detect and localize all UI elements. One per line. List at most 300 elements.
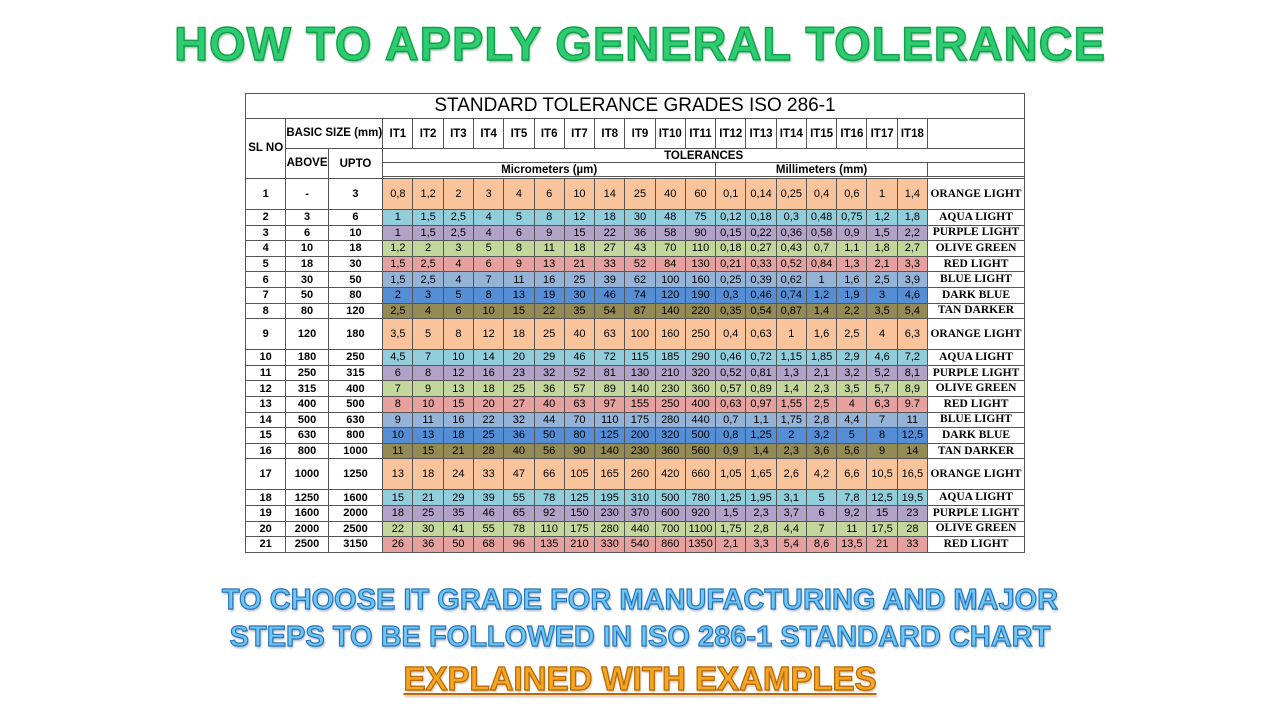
tolerance-cell: 52 — [625, 256, 655, 272]
tolerance-cell: 2,5 — [443, 210, 473, 226]
tolerance-cell: 210 — [564, 537, 594, 553]
tolerance-cell: 0,63 — [716, 396, 746, 412]
upto-cell: 180 — [328, 319, 382, 350]
tolerance-cell: 125 — [564, 490, 594, 506]
tolerance-cell: 10 — [443, 350, 473, 366]
upto-cell: 315 — [328, 365, 382, 381]
tolerance-cell: 70 — [655, 241, 685, 257]
grade-header: IT16 — [837, 119, 867, 149]
tolerance-cell: 13 — [534, 256, 564, 272]
tolerance-cell: 21 — [867, 537, 897, 553]
color-name-cell: AQUA LIGHT — [928, 350, 1025, 366]
tolerance-cell: 39 — [474, 490, 504, 506]
tolerance-cell: 46 — [474, 505, 504, 521]
tolerance-cell: 8 — [413, 365, 443, 381]
upto-cell: 18 — [328, 241, 382, 257]
above-cell: 18 — [286, 256, 328, 272]
tolerance-cell: 0,4 — [716, 319, 746, 350]
tolerance-cell: 0,52 — [776, 256, 806, 272]
tolerance-cell: 90 — [564, 443, 594, 459]
tolerance-cell: 12 — [564, 210, 594, 226]
tolerance-cell: 1,75 — [716, 521, 746, 537]
tolerance-cell: 3,9 — [897, 272, 927, 288]
grade-header: IT8 — [595, 119, 625, 149]
tolerance-cell: 27 — [504, 396, 534, 412]
table-row — [246, 505, 1025, 521]
tolerance-cell: 0,48 — [806, 210, 836, 226]
tolerance-cell: 9,2 — [837, 505, 867, 521]
tolerance-cell: 25 — [413, 505, 443, 521]
tolerance-cell: 4 — [443, 256, 473, 272]
sl-no-cell: 2 — [246, 210, 286, 226]
table-row — [246, 381, 1025, 397]
tolerance-cell: 9.7 — [897, 396, 927, 412]
tolerance-cell: 24 — [443, 459, 473, 490]
grade-header: IT7 — [564, 119, 594, 149]
tolerance-cell: 97 — [595, 396, 625, 412]
tolerance-cell: 21 — [443, 443, 473, 459]
tolerance-cell: 40 — [534, 396, 564, 412]
tolerance-cell: 18 — [504, 319, 534, 350]
tolerance-cell: 0,63 — [746, 319, 776, 350]
tolerance-cell: 10,5 — [867, 459, 897, 490]
tolerance-cell: 16 — [443, 412, 473, 428]
table-row — [246, 365, 1025, 381]
tolerance-cell: 100 — [625, 319, 655, 350]
tolerance-cell: 3,3 — [897, 256, 927, 272]
tolerance-cell: 33 — [897, 537, 927, 553]
tolerance-cell: 100 — [655, 272, 685, 288]
tolerance-cell: 4 — [837, 396, 867, 412]
tolerance-cell: 5 — [504, 210, 534, 226]
tolerance-cell: 280 — [655, 412, 685, 428]
tolerance-cell: 48 — [655, 210, 685, 226]
tolerance-cell: 0,8 — [383, 179, 413, 210]
tolerance-cell: 0,25 — [716, 272, 746, 288]
tolerance-cell: 2,5 — [443, 225, 473, 241]
tolerance-table-container — [245, 93, 1025, 553]
tolerance-cell: 1 — [776, 319, 806, 350]
color-name-cell: ORANGE LIGHT — [928, 319, 1025, 350]
tolerance-cell: 36 — [625, 225, 655, 241]
tolerance-cell: 660 — [685, 459, 715, 490]
tolerance-cell: 175 — [625, 412, 655, 428]
tolerance-cell: 1,95 — [746, 490, 776, 506]
tolerance-cell: 12,5 — [867, 490, 897, 506]
tolerance-cell: 90 — [685, 225, 715, 241]
upto-cell: 80 — [328, 287, 382, 303]
tolerance-cell: 0,25 — [776, 179, 806, 210]
color-name-cell: AQUA LIGHT — [928, 490, 1025, 506]
tolerance-cell: 7,2 — [897, 350, 927, 366]
tolerance-cell: 115 — [625, 350, 655, 366]
tolerance-cell: 6 — [534, 179, 564, 210]
tolerance-cell: 2,2 — [897, 225, 927, 241]
tolerance-cell: 1,85 — [806, 350, 836, 366]
tolerance-cell: 420 — [655, 459, 685, 490]
tolerance-cell: 0,12 — [716, 210, 746, 226]
tolerance-cell: 4,5 — [383, 350, 413, 366]
tolerance-cell: 36 — [534, 381, 564, 397]
tolerance-cell: 0,9 — [837, 225, 867, 241]
tolerance-cell: 0,4 — [806, 179, 836, 210]
upto-cell: 2500 — [328, 521, 382, 537]
tolerance-cell: 2,3 — [806, 381, 836, 397]
tolerance-cell: 560 — [685, 443, 715, 459]
tolerance-cell: 75 — [685, 210, 715, 226]
above-header: ABOVE — [286, 149, 328, 179]
tolerance-cell: 39 — [595, 272, 625, 288]
tolerance-cell: 105 — [564, 459, 594, 490]
tolerance-cell: 11 — [837, 521, 867, 537]
tolerance-cell: 155 — [625, 396, 655, 412]
tolerance-cell: 30 — [625, 210, 655, 226]
tolerance-cell: 0,22 — [746, 225, 776, 241]
tolerance-cell: 11 — [383, 443, 413, 459]
upto-cell: 30 — [328, 256, 382, 272]
tolerance-cell: 0,87 — [776, 303, 806, 319]
tolerance-cell: 135 — [534, 537, 564, 553]
color-name-cell: ORANGE LIGHT — [928, 459, 1025, 490]
tolerance-cell: 4 — [413, 303, 443, 319]
tolerance-cell: 15 — [443, 396, 473, 412]
tolerance-cell: 6 — [806, 505, 836, 521]
table-row — [246, 303, 1025, 319]
tolerance-cell: 2,5 — [413, 256, 443, 272]
tolerance-cell: 8 — [474, 287, 504, 303]
tolerance-cell: 1,2 — [806, 287, 836, 303]
above-cell: 2500 — [286, 537, 328, 553]
tolerance-cell: 13 — [443, 381, 473, 397]
tolerance-cell: 140 — [625, 381, 655, 397]
tolerance-cell: 7 — [806, 521, 836, 537]
tolerance-cell: 0,36 — [776, 225, 806, 241]
tolerance-cell: 3,5 — [867, 303, 897, 319]
grade-header: IT6 — [534, 119, 564, 149]
tolerance-cell: 160 — [655, 319, 685, 350]
sl-no-cell: 18 — [246, 490, 286, 506]
tolerance-cell: 21 — [413, 490, 443, 506]
tolerance-cell: 500 — [655, 490, 685, 506]
tolerance-cell: 2 — [383, 287, 413, 303]
tolerance-cell: 18 — [595, 210, 625, 226]
tolerance-cell: 860 — [655, 537, 685, 553]
table-row — [246, 319, 1025, 350]
tolerance-cell: 5,4 — [897, 303, 927, 319]
tolerance-cell: 3 — [474, 179, 504, 210]
tolerance-cell: 110 — [685, 241, 715, 257]
tolerance-cell: 54 — [595, 303, 625, 319]
tolerance-cell: 55 — [504, 490, 534, 506]
tolerance-cell: 32 — [534, 365, 564, 381]
sl-no-cell: 17 — [246, 459, 286, 490]
grade-header: IT5 — [504, 119, 534, 149]
color-name-cell: BLUE LIGHT — [928, 272, 1025, 288]
tolerance-cell: 400 — [685, 396, 715, 412]
tolerance-cell: 250 — [655, 396, 685, 412]
tolerance-cell: 185 — [655, 350, 685, 366]
tolerance-cell: 1,6 — [837, 272, 867, 288]
tolerance-cell: 0,84 — [806, 256, 836, 272]
sl-no-cell: 9 — [246, 319, 286, 350]
grade-header: IT2 — [413, 119, 443, 149]
tolerance-cell: 1,5 — [716, 505, 746, 521]
micrometers-header: Micrometers (µm) — [383, 163, 716, 177]
color-name-cell: TAN DARKER — [928, 303, 1025, 319]
tolerance-cell: 2,6 — [776, 459, 806, 490]
upto-cell: 2000 — [328, 505, 382, 521]
tolerance-cell: 1,6 — [806, 319, 836, 350]
empty-header-cell — [928, 163, 1025, 177]
table-row — [246, 428, 1025, 444]
tolerance-cell: 130 — [625, 365, 655, 381]
tolerance-cell: 4,4 — [837, 412, 867, 428]
color-name-cell: OLIVE GREEN — [928, 241, 1025, 257]
tolerance-cell: 0,97 — [746, 396, 776, 412]
tolerance-cell: 1,5 — [383, 256, 413, 272]
tolerance-cell: 78 — [534, 490, 564, 506]
tolerance-cell: 87 — [625, 303, 655, 319]
millimeters-header: Millimeters (mm) — [716, 163, 928, 177]
tolerance-cell: 125 — [595, 428, 625, 444]
tolerance-cell: 36 — [413, 537, 443, 553]
table-row — [246, 521, 1025, 537]
tolerance-cell: 7 — [383, 381, 413, 397]
tolerance-cell: 7 — [474, 272, 504, 288]
upto-cell: 6 — [328, 210, 382, 226]
upto-cell: 250 — [328, 350, 382, 366]
tolerance-cell: 11 — [413, 412, 443, 428]
tolerance-cell: 8,1 — [897, 365, 927, 381]
tolerance-cell: 17,5 — [867, 521, 897, 537]
tolerance-cell: 8 — [504, 241, 534, 257]
tolerance-cell: 700 — [655, 521, 685, 537]
tolerance-cell: 250 — [685, 319, 715, 350]
tolerance-cell: 5,7 — [867, 381, 897, 397]
table-row — [246, 537, 1025, 553]
tolerance-cell: 72 — [595, 350, 625, 366]
tolerance-cell: 2,2 — [837, 303, 867, 319]
tolerance-cell: 1,5 — [413, 225, 443, 241]
tolerance-cell: 13 — [413, 428, 443, 444]
tolerance-cell: 2,5 — [806, 396, 836, 412]
grade-header: IT9 — [625, 119, 655, 149]
tolerance-cell: 7 — [413, 350, 443, 366]
color-name-cell: OLIVE GREEN — [928, 521, 1025, 537]
sl-no-cell: 6 — [246, 272, 286, 288]
tolerance-cell: 81 — [595, 365, 625, 381]
tolerance-cell: 320 — [685, 365, 715, 381]
grade-header: IT15 — [806, 119, 836, 149]
tolerance-cell: 1,3 — [837, 256, 867, 272]
tolerance-cell: 1,15 — [776, 350, 806, 366]
tolerance-cell: 0,81 — [746, 365, 776, 381]
tolerance-cell: 0,52 — [716, 365, 746, 381]
tolerance-cell: 3 — [443, 241, 473, 257]
tolerance-cell: 0,35 — [716, 303, 746, 319]
tolerance-cell: 1100 — [685, 521, 715, 537]
above-cell: 400 — [286, 396, 328, 412]
tolerance-cell: 11 — [504, 272, 534, 288]
above-cell: 800 — [286, 443, 328, 459]
tolerance-cell: 5 — [443, 287, 473, 303]
color-name-cell: TAN DARKER — [928, 443, 1025, 459]
sl-no-cell: 15 — [246, 428, 286, 444]
above-cell: 1600 — [286, 505, 328, 521]
tolerance-cell: 2 — [413, 241, 443, 257]
tolerance-cell: 0,46 — [716, 350, 746, 366]
tolerance-cell: 16,5 — [897, 459, 927, 490]
tolerance-cell: 1,1 — [837, 241, 867, 257]
tolerance-cell: 84 — [655, 256, 685, 272]
subtitle-line-1: TO CHOOSE IT GRADE FOR MANUFACTURING AND MAJOR — [221, 584, 1059, 616]
tolerance-cell: 7,8 — [837, 490, 867, 506]
sl-no-cell: 10 — [246, 350, 286, 366]
tolerance-cell: 0,7 — [716, 412, 746, 428]
tolerance-cell: 5 — [837, 428, 867, 444]
sl-no-cell: 11 — [246, 365, 286, 381]
tolerance-cell: 25 — [564, 272, 594, 288]
tolerance-cell: 5,4 — [776, 537, 806, 553]
tolerance-cell: 14 — [595, 179, 625, 210]
tolerance-cell: 1,05 — [716, 459, 746, 490]
tolerance-cell: 0,1 — [716, 179, 746, 210]
tolerance-cell: 74 — [625, 287, 655, 303]
tolerance-cell: 50 — [443, 537, 473, 553]
tolerance-cell: 2,1 — [716, 537, 746, 553]
grade-header: IT18 — [897, 119, 927, 149]
upto-cell: 3150 — [328, 537, 382, 553]
tolerance-cell: 0,7 — [806, 241, 836, 257]
subtitle-line-2: STEPS TO BE FOLLOWED IN ISO 286-1 STANDARD CHART — [229, 621, 1051, 653]
tolerance-cell: 13 — [504, 287, 534, 303]
color-name-cell: DARK BLUE — [928, 428, 1025, 444]
tolerance-cell: 2,3 — [746, 505, 776, 521]
tolerance-cell: 0,43 — [776, 241, 806, 257]
table-row — [246, 241, 1025, 257]
table-row — [246, 412, 1025, 428]
page-title: HOW TO APPLY GENERAL TOLERANCE — [174, 17, 1106, 70]
tolerance-cell: 0,74 — [776, 287, 806, 303]
upto-cell: 120 — [328, 303, 382, 319]
tolerance-cell: 3,1 — [776, 490, 806, 506]
tolerance-cell: 0,62 — [776, 272, 806, 288]
tolerance-cell: 15 — [383, 490, 413, 506]
tolerance-cell: 1,55 — [776, 396, 806, 412]
tolerance-cell: 8 — [534, 210, 564, 226]
tolerance-cell: 11 — [534, 241, 564, 257]
tolerance-cell: 1,3 — [776, 365, 806, 381]
tolerance-cell: 20 — [504, 350, 534, 366]
tolerance-cell: 63 — [564, 396, 594, 412]
tolerance-cell: 55 — [474, 521, 504, 537]
tolerance-cell: 1,5 — [383, 272, 413, 288]
tolerance-cell: 2,8 — [746, 521, 776, 537]
tolerance-cell: 22 — [534, 303, 564, 319]
tolerance-cell: 0,39 — [746, 272, 776, 288]
tolerance-cell: 25 — [504, 381, 534, 397]
tolerance-cell: 230 — [595, 505, 625, 521]
tolerance-cell: 0,58 — [806, 225, 836, 241]
upto-cell: 800 — [328, 428, 382, 444]
grade-header: IT13 — [746, 119, 776, 149]
tolerance-cell: 230 — [655, 381, 685, 397]
above-cell: 6 — [286, 225, 328, 241]
tolerance-cell: 35 — [443, 505, 473, 521]
tolerance-cell: 10 — [564, 179, 594, 210]
table-row — [246, 490, 1025, 506]
tolerance-cell: 2,5 — [837, 319, 867, 350]
tolerance-cell: 4,6 — [867, 350, 897, 366]
tolerance-cell: 6 — [443, 303, 473, 319]
tolerance-cell: 165 — [595, 459, 625, 490]
tolerance-cell: 23 — [897, 505, 927, 521]
tolerance-cell: 0,15 — [716, 225, 746, 241]
upto-cell: 1250 — [328, 459, 382, 490]
above-cell: 3 — [286, 210, 328, 226]
tolerance-cell: 44 — [534, 412, 564, 428]
tolerance-cell: 28 — [474, 443, 504, 459]
tolerance-cell: 29 — [443, 490, 473, 506]
tolerance-cell: 11 — [897, 412, 927, 428]
tolerance-cell: 8 — [867, 428, 897, 444]
tolerance-cell: 68 — [474, 537, 504, 553]
tolerance-cell: 280 — [595, 521, 625, 537]
tolerance-cell: 110 — [534, 521, 564, 537]
tolerance-cell: 6,3 — [897, 319, 927, 350]
tolerance-cell: 18 — [383, 505, 413, 521]
tolerance-cell: 18 — [413, 459, 443, 490]
tolerance-cell: 1 — [383, 225, 413, 241]
tolerance-cell: 6 — [504, 225, 534, 241]
upto-header: UPTO — [328, 149, 382, 179]
above-cell: 250 — [286, 365, 328, 381]
sl-no-header: SL NO — [246, 119, 286, 179]
above-cell: 80 — [286, 303, 328, 319]
sl-no-cell: 8 — [246, 303, 286, 319]
tolerance-cell: 9 — [383, 412, 413, 428]
tolerance-cell: 0,8 — [716, 428, 746, 444]
tolerance-cell: 220 — [685, 303, 715, 319]
tolerance-cell: 52 — [564, 365, 594, 381]
tolerance-cell: 195 — [595, 490, 625, 506]
grade-header: IT1 — [383, 119, 413, 149]
tolerance-cell: 25 — [625, 179, 655, 210]
tolerance-cell: 1,75 — [776, 412, 806, 428]
tolerance-cell: 0,54 — [746, 303, 776, 319]
tolerance-cell: 920 — [685, 505, 715, 521]
tolerance-cell: 78 — [504, 521, 534, 537]
upto-cell: 1600 — [328, 490, 382, 506]
tolerance-cell: 40 — [504, 443, 534, 459]
tolerance-cell: 0,3 — [776, 210, 806, 226]
tolerance-cell: 4 — [474, 210, 504, 226]
upto-cell: 630 — [328, 412, 382, 428]
tolerance-cell: 0,3 — [716, 287, 746, 303]
tolerance-cell: 3,2 — [806, 428, 836, 444]
tolerance-cell: 1,4 — [897, 179, 927, 210]
empty-header-cell — [928, 119, 1025, 149]
tolerance-cell: 1,25 — [716, 490, 746, 506]
tolerance-cell: 9 — [534, 225, 564, 241]
tolerance-cell: 5 — [413, 319, 443, 350]
tolerance-cell: 1,1 — [746, 412, 776, 428]
color-name-cell: PURPLE LIGHT — [928, 225, 1025, 241]
tolerance-cell: 320 — [655, 428, 685, 444]
tolerance-cell: 150 — [564, 505, 594, 521]
tolerance-cell: 8 — [443, 319, 473, 350]
tolerance-cell: 1,8 — [867, 241, 897, 257]
